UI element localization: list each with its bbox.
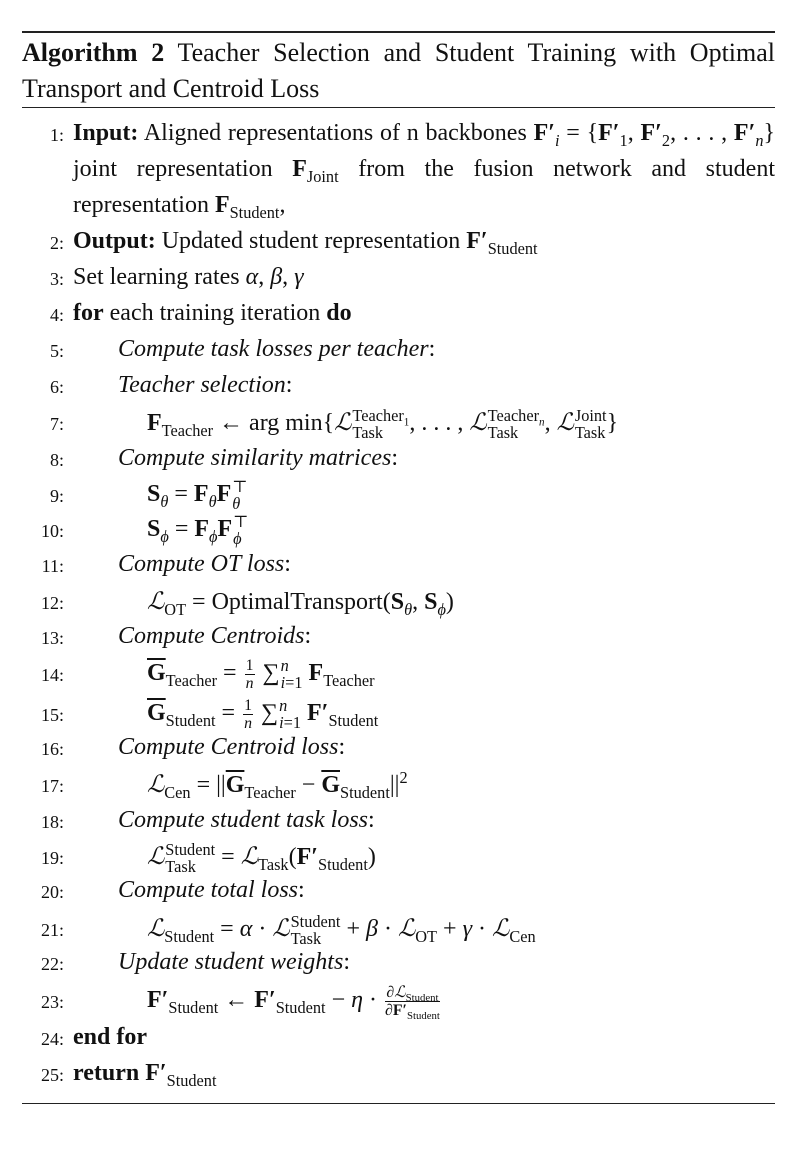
output-keyword: Output: xyxy=(73,228,156,254)
line-text: Compute similarity matrices: xyxy=(118,445,398,471)
for-text: each training iteration xyxy=(109,300,321,326)
line-text: ℒ$_{Student}$ = α · ℒ Student Task + β · ℒ$_{OT}$ + γ · ℒ$_{Cen}$ xyxy=(147,912,536,949)
line-number: 11: xyxy=(41,556,64,576)
line-number: 4: xyxy=(49,305,64,325)
for-keyword: for xyxy=(73,300,104,326)
line-text: ℒ Student Task = $ℒ_{Task}(F'_{Student})$ xyxy=(147,840,376,877)
line-text: Compute task losses per teacher: xyxy=(118,336,436,362)
line-text: Set learning rates α, β, γ xyxy=(73,264,304,290)
line-text: Input: Aligned representations of n backbones $F'_i = \{F'_1$, $F'_2$, . . . , $F'_n$} joint representation $F_{Joint}$ from the fusion network and student representation $F_{Student}$, xyxy=(73,120,776,222)
line-text: Compute Centroid loss: xyxy=(118,734,346,760)
line-number: 6: xyxy=(49,377,64,397)
return-keyword: return xyxy=(73,1060,140,1086)
line-number: 16: xyxy=(40,739,64,759)
line-number: 1: xyxy=(49,125,64,145)
caption-title: Teacher Selection and Student Training with Optimal Transport and Centroid Loss xyxy=(22,38,776,103)
line-text: Compute OT loss: xyxy=(118,551,291,577)
input-keyword: Input: xyxy=(73,120,139,146)
line-text: return $F'_{Student}$ xyxy=(73,1060,217,1090)
line-text: Compute total loss: xyxy=(118,877,305,903)
line-number: 24: xyxy=(40,1029,64,1049)
line-number: 20: xyxy=(40,882,64,902)
bottom-rule xyxy=(22,1103,775,1104)
end-for-keyword: end for xyxy=(73,1024,147,1050)
line-text: Teacher selection: xyxy=(118,372,293,398)
line-number: 18: xyxy=(40,812,64,832)
line-number: 8: xyxy=(49,450,64,470)
line-number: 23: xyxy=(40,992,64,1012)
line-text: $\overline{G}_{Student}$ = $\frac{1}{n}$ ∑ n i=1 $F'_{Student}$ xyxy=(147,696,379,733)
line-number: 22: xyxy=(40,954,64,974)
line-text: $F_{Teacher}$ ← arg min{ℒ Teacher$_1$ Task , . . . , ℒ Teacher$_n$ Task , ℒ Joint Task } xyxy=(147,406,619,443)
line-text: Output: Updated student representation $F'_{Student}$ xyxy=(73,228,538,258)
line-text xyxy=(73,295,352,331)
line-text xyxy=(73,1019,147,1055)
line-number: 25: xyxy=(40,1065,64,1085)
line-number: 9: xyxy=(49,486,64,506)
line-number: 5: xyxy=(49,341,64,361)
line-text: Compute student task loss: xyxy=(118,807,375,833)
line-number: 19: xyxy=(40,848,64,868)
caption-label: Algorithm 2 xyxy=(22,38,165,67)
line-text: Compute Centroids: xyxy=(118,623,312,649)
mid-rule xyxy=(22,107,775,108)
line-text: ℒ$_{OT}$ = $OptimalTransport(S_\theta$, $S_\phi$) xyxy=(147,587,454,619)
line-text: $S_\theta = F_\theta F$ ⊤ θ xyxy=(147,477,248,514)
line-number: 17: xyxy=(40,776,64,796)
algorithm-caption xyxy=(22,35,775,107)
line-text: Update student weights: xyxy=(118,949,350,975)
line-number: 14: xyxy=(40,665,64,685)
top-rule xyxy=(22,31,775,33)
line-number: 13: xyxy=(40,628,64,648)
line-number: 12: xyxy=(40,593,64,613)
line-text: ℒ$_{Cen}$ = $||\overline{G}_{Teacher} - \overline{G}_{Student}||^2$ xyxy=(147,768,408,802)
line-text: $\overline{G}_{Teacher}$ = $\frac{1}{n}$ ∑ n i=1 $F_{Teacher}$ xyxy=(147,656,375,693)
line-number: 10: xyxy=(40,521,64,541)
line-number: 21: xyxy=(40,920,64,940)
line-number: 2: xyxy=(49,233,64,253)
do-keyword: do xyxy=(326,300,352,326)
line-text: $S_\phi = F_\phi F$ ⊤ ϕ xyxy=(147,512,249,549)
line-number: 3: xyxy=(49,269,64,289)
line-number: 7: xyxy=(49,414,64,434)
line-text: $F'_{Student}$ ← $F'_{Student} - \eta$ · $\frac{\partial ℒ_{Student}}{\partial F'_{Student}}$ xyxy=(147,982,440,1023)
line-number: 15: xyxy=(40,705,64,725)
